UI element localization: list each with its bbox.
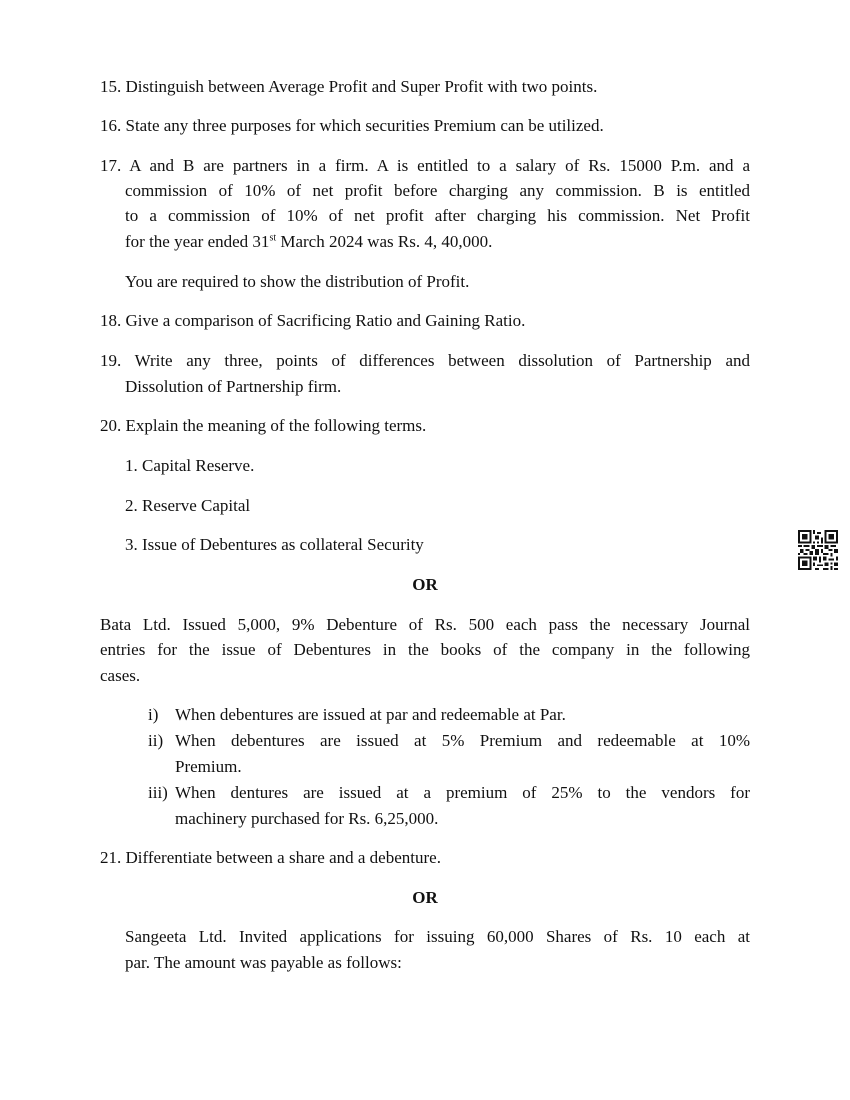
question-20-item-3: 3. Issue of Debentures as collateral Security <box>125 535 424 554</box>
question-21-or: OR <box>412 888 438 907</box>
case-i-number: i) <box>148 705 159 724</box>
question-21-alt-line-1: Sangeeta Ltd. Invited applications for issuing 60,000 Shares of Rs. 10 each at <box>125 927 750 946</box>
case-ii-number: ii) <box>148 731 164 750</box>
question-19-line-2: Dissolution of Partnership firm. <box>125 377 342 396</box>
case-iii-text-line-2: machinery purchased for Rs. 6,25,000. <box>175 809 439 828</box>
question-20-or: OR <box>412 575 438 594</box>
question-17-line-2: commission of 10% of net profit before charging any commission. B is entitled <box>125 181 750 200</box>
question-21-title: 21. Differentiate between a share and a debenture. <box>100 848 441 867</box>
question-20-alt-line-3: cases. <box>100 666 141 685</box>
case-iii-number: iii) <box>148 783 168 802</box>
qr-code-icon <box>798 530 838 570</box>
question-20-alt-line-2: entries for the issue of Debentures in the books of the company in the following <box>100 640 750 659</box>
question-17-line-4 <box>125 229 750 255</box>
question-16: 16. State any three purposes for which securities Premium can be utilized. <box>100 116 604 135</box>
question-17-line-1: 17. A and B are partners in a firm. A is entitled to a salary of Rs. 15000 P.m. and a <box>100 156 750 175</box>
question-17-superscript: st <box>269 232 277 244</box>
question-20-item-1: 1. Capital Reserve. <box>125 456 255 475</box>
question-17-line-3: to a commission of 10% of net profit after charging his commission. Net Profit <box>125 206 750 225</box>
question-15: 15. Distinguish between Average Profit and Super Profit with two points. <box>100 77 598 96</box>
question-21-alt-line-2: par. The amount was payable as follows: <box>125 953 402 972</box>
case-i-text: When debentures are issued at par and redeemable at Par. <box>175 705 566 724</box>
question-17-amount-text: March 2024 was Rs. 4, 40,000. <box>276 232 493 251</box>
case-ii-text-line-2: Premium. <box>175 757 242 776</box>
question-19-line-1: 19. Write any three, points of differences between dissolution of Partnership and <box>100 351 750 370</box>
question-18: 18. Give a comparison of Sacrificing Ratio and Gaining Ratio. <box>100 311 526 330</box>
case-ii-text-line-1: When debentures are issued at 5% Premium and redeemable at 10% <box>175 731 750 750</box>
case-iii <box>148 780 750 831</box>
question-17-date-text: for the year ended 31 <box>125 232 270 251</box>
question-20-item-2: 2. Reserve Capital <box>125 496 251 515</box>
question-20-title: 20. Explain the meaning of the following terms. <box>100 416 427 435</box>
case-ii <box>148 728 750 779</box>
case-iii-text-line-1: When dentures are issued at a premium of 25% to the vendors for <box>175 783 750 802</box>
question-20-alt-line-1: Bata Ltd. Issued 5,000, 9% Debenture of Rs. 500 each pass the necessary Journal <box>100 615 750 634</box>
case-i <box>148 702 750 728</box>
question-17-instruction: You are required to show the distribution of Profit. <box>125 272 470 291</box>
